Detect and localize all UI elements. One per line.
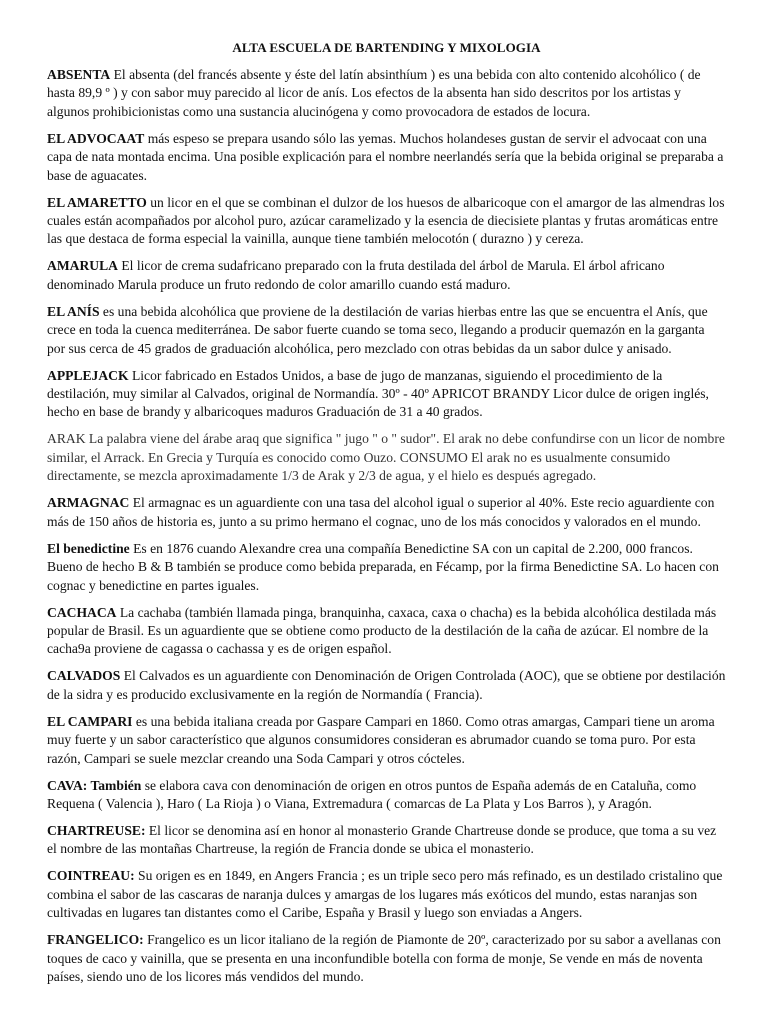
entry-term: ABSENTA xyxy=(47,67,111,82)
entry-text: se elabora cava con denominación de origen en otros puntos de España además de en Cataluña, como Requena ( Valencia ), Haro ( La Rioja ) o Viana, Extremadura ( comarcas de La Plata y Los Barros ), y Aragón. xyxy=(47,777,697,811)
entry-term: EL ANÍS xyxy=(47,303,100,319)
entry-campari xyxy=(47,713,726,768)
entry-amarula xyxy=(47,257,726,294)
document-title: ALTA ESCUELA DE BARTENDING Y MIXOLOGIA xyxy=(232,40,541,55)
entry-term: CALVADOS xyxy=(47,668,121,684)
entry-calvados xyxy=(47,667,726,704)
entry-arak xyxy=(47,430,726,485)
entry-text: es una bebida alcohólica que proviene de la destilación de varias hierbas entre las que se encuentra el Anís, que crece en toda la cuenca mediterránea. De sabor fuerte cuando se toma seco, llegando a producir quemazón en la garganta por sus cerca de 45 grados de graduación alcohólica, pero mezclado con otras bebidas da un sabor dulce y anisado. xyxy=(47,303,708,356)
entry-term: COINTREAU: xyxy=(47,868,135,884)
entry-term: CACHACA xyxy=(47,604,117,620)
entry-term: FRANGELICO: xyxy=(47,932,144,948)
entry-armagnac xyxy=(47,494,726,531)
entry-benedictine xyxy=(47,540,726,595)
entry-term: ARMAGNAC xyxy=(47,495,130,511)
entry-text: El licor se denomina así en honor al monasterio Grande Chartreuse donde se produce, que toma a su vez el nombre de las montañas Chartreuse, la región de Francia donde se ubica el monasterio. xyxy=(47,822,717,857)
entry-cava xyxy=(47,777,726,814)
entry-chartreuse xyxy=(47,822,726,859)
entry-cachaca xyxy=(47,604,726,659)
entry-term: CAVA: También xyxy=(47,777,142,793)
entry-text: El absenta (del francés absente y éste del latín absinthíum ) es una bebida con alto contenido alcohólico ( de hasta 89,9 º ) y con sabor muy parecido al licor de anís. Los efectos de la absenta han sido descritos por los artistas y algunos prohibicionistas como una sustancia alucinógena y como provocadora de estados de locura. xyxy=(47,67,701,119)
entry-term: ARAK xyxy=(47,431,86,447)
entry-advocaat xyxy=(47,130,726,185)
entry-cointreau xyxy=(47,867,726,922)
entry-term: EL ADVOCAAT xyxy=(47,130,145,146)
entry-term: EL CAMPARI xyxy=(47,713,133,729)
entry-term: APPLEJACK xyxy=(47,367,129,383)
entry-text: El licor de crema sudafricano preparado con la fruta destilada del árbol de Marula. El árbol africano denominado Marula produce un fruto redondo de color amarillo cuando está maduro. xyxy=(47,258,665,292)
entry-text: La palabra viene del árabe araq que significa " jugo " o " sudor". El arak no debe confundirse con un licor de nombre similar, el Arrack. En Grecia y Turquía es conocido como Ouzo. CONSUMO El arak no es usualmente consumido directamente, se mezcla aproximadamente 1/3 de Arak y 2/3 de agua, y el hielo es después agregado. xyxy=(47,431,725,484)
entry-anis xyxy=(47,303,726,358)
entry-text: un licor en el que se combinan el dulzor de los huesos de albaricoque con el amargor de las almendras los cuales están acompañados por alcohol puro, azúcar caramelizado y la esencia de diecisiete plantas y frutas aromáticas entre las que destaca de forma especial la vainilla, aunque tiene también melocotón ( durazno ) y cereza. xyxy=(47,194,725,247)
entry-term: EL AMARETTO xyxy=(47,194,147,210)
entry-text: más espeso se prepara usando sólo las yemas. Muchos holandeses gustan de servir el advocaat con una capa de nata montada encima. Una posible explicación para el nombre neerlandés sería que la bebida original se preparaba a base de aguacates. xyxy=(47,130,724,183)
entry-text: La cachaba (también llamada pinga, branquinha, caxaca, caxa o chacha) es la bebida alcohólica destilada más popular de Brasil. Es un aguardiente que se obtiene como producto de la destilación de la caña de azúcar. El nombre de la cacha9a proviene de cagassa o cachassa y es de origen español. xyxy=(47,604,717,657)
entry-absenta xyxy=(47,66,726,121)
entry-text: Frangelico es un licor italiano de la región de Piamonte de 20º, caracterizado por su sabor a avellanas con toques de caco y vainilla, que se presenta en una inconfundible botella con forma de monje, Se vende en más de noventa países, siendo uno de los licores más vendidos del mundo. xyxy=(47,932,721,984)
entry-text: Es en 1876 cuando Alexandre crea una compañía Benedictine SA con un capital de 2.200, 000 francos. Bueno de hecho B & B también se produce como bebida preparada, en Fécamp, por la firma Benedictine SA. Lo hacen con cognac y benedictine en partes iguales. xyxy=(47,540,719,593)
entry-frangelico xyxy=(47,931,726,986)
entry-amaretto xyxy=(47,194,726,249)
entry-text: El Calvados es un aguardiente con Denominación de Origen Controlada (AOC), que se obtiene por destilación de la sidra y es producido exclusivamente en la región de Normandía ( Francia). xyxy=(47,668,726,702)
entry-term: AMARULA xyxy=(47,258,118,274)
entry-term: El benedictine xyxy=(47,540,130,556)
entry-text: Su origen es en 1849, en Angers Francia ; es un triple seco pero más refinado, es un destilado cristalino que combina el sabor de las cascaras de naranja dulces y amargas de los lugares más exóticos del mundo, estas naranjas son cultivadas en lugares tan distantes como el Caribe, España y Brasil y luego son enviadas a Angers. xyxy=(47,868,723,921)
entry-term: CHARTREUSE: xyxy=(47,822,146,838)
entry-text: es una bebida italiana creada por Gaspare Campari en 1860. Como otras amargas, Campari tiene un aroma muy fuerte y un sabor característico que algunos consumidores consideran es abrumador cuando se toma puro. Por esta razón, Campari se suele mezclar creando una Soda Campari y otros cócteles. xyxy=(47,713,715,766)
entry-text: El armagnac es un aguardiente con una tasa del alcohol igual o superior al 40%. Este recio aguardiente con más de 150 años de historia es, junto a su primo hermano el cognac, uno de los más conocidos y valorados en el mundo. xyxy=(47,495,715,529)
entry-applejack xyxy=(47,367,726,422)
entry-text: Licor fabricado en Estados Unidos, a base de jugo de manzanas, siguiendo el procedimiento de la destilación, muy similar al Calvados, original de Normandía. 30º - 40º APRICOT BRANDY Licor dulce de origen inglés, hecho en base de brandy y albaricoques maduros Graduación de 31 a 40 grados. xyxy=(47,367,709,420)
